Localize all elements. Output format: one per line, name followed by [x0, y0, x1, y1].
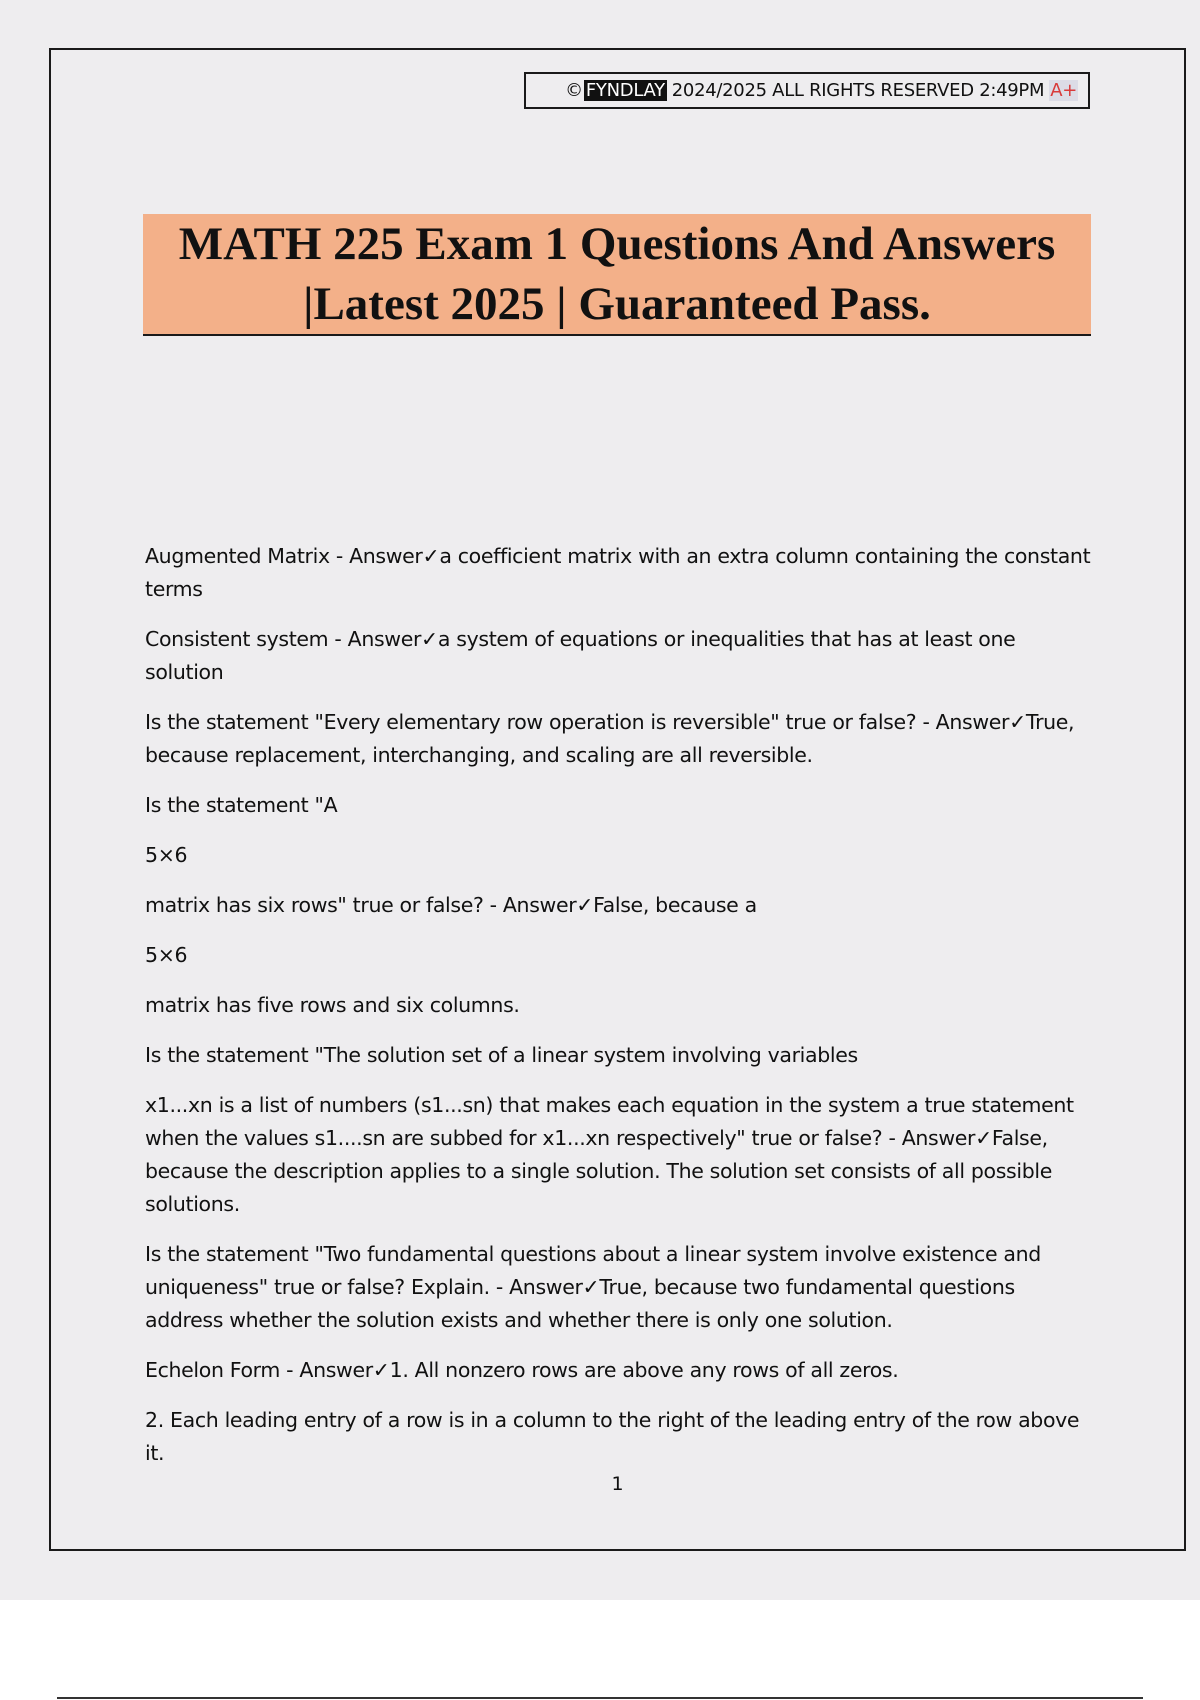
qa-paragraph: Augmented Matrix - Answer✓a coefficient matrix with an extra column containing the constant terms	[145, 544, 1091, 601]
qa-paragraph: Is the statement "The solution set of a linear system involving variables	[145, 1043, 858, 1067]
qa-paragraph: matrix has five rows and six columns.	[145, 993, 520, 1017]
grade-badge: A+	[1050, 80, 1077, 101]
qa-paragraph: Is the statement "A	[145, 793, 338, 817]
qa-paragraph: Echelon Form - Answer✓1. All nonzero rows are above any rows of all zeros.	[145, 1358, 899, 1382]
qa-paragraph: Is the statement "Every elementary row operation is reversible" true or false? - Answer✓True, because replacement, interchanging, and scaling are all reversible.	[145, 710, 1075, 767]
brand-name: FYNDLAY	[585, 80, 665, 101]
qa-paragraph: matrix has six rows" true or false? - Answer✓False, because a	[145, 893, 757, 917]
title-line-2: |Latest 2025 | Guaranteed Pass.	[303, 278, 931, 330]
next-page-divider	[57, 1697, 1143, 1699]
qa-content	[145, 540, 1095, 1487]
rights-text: 2024/2025 ALL RIGHTS RESERVED 2:49PM	[671, 80, 1045, 101]
qa-paragraph: 5×6	[145, 843, 188, 867]
copyright-header	[524, 72, 1090, 109]
qa-paragraph: Consistent system - Answer✓a system of equations or inequalities that has at least one solution	[145, 627, 1016, 684]
page-number: 1	[611, 1473, 624, 1495]
qa-paragraph: 2. Each leading entry of a row is in a column to the right of the leading entry of the row above it.	[145, 1408, 1080, 1465]
title-line-1: MATH 225 Exam 1 Questions And Answers	[178, 218, 1056, 270]
copyright-symbol: ©	[565, 80, 583, 101]
qa-paragraph: Is the statement "Two fundamental questions about a linear system involve existence and uniqueness" true or false? Explain. - Answer✓True, because two fundamental questions address whether the solution exists and whether there is only one solution.	[145, 1242, 1041, 1332]
title-banner	[143, 214, 1091, 336]
qa-paragraph: 5×6	[145, 943, 188, 967]
qa-paragraph: x1...xn is a list of numbers (s1...sn) that makes each equation in the system a true statement when the values s1....sn are subbed for x1...xn respectively" true or false? - Answer✓False, because the description applies to a single solution. The solution set consists of all possible solutions.	[145, 1093, 1074, 1216]
